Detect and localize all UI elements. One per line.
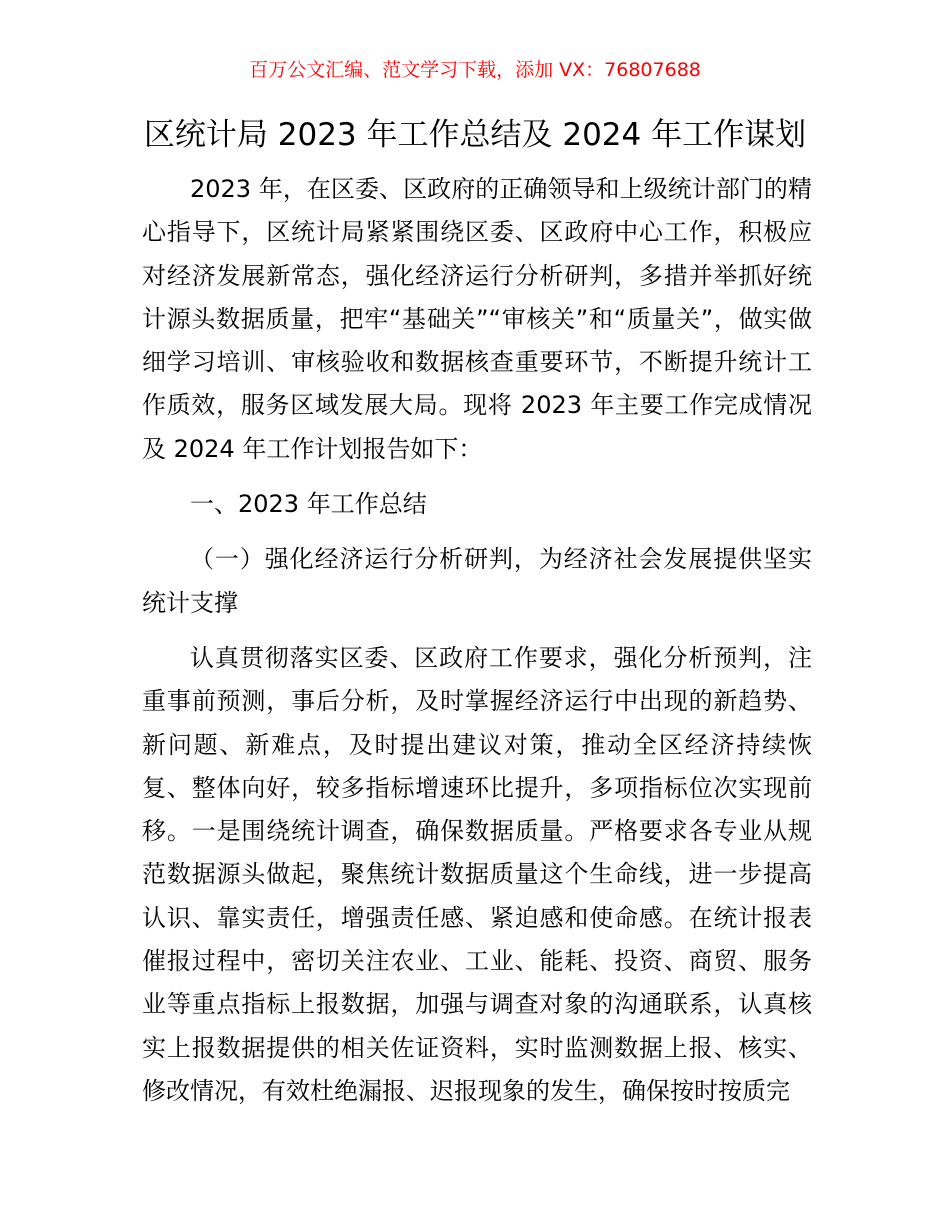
- intro-paragraph: 2023 年，在区委、区政府的正确领导和上级统计部门的精心指导下，区统计局紧紧围绕区委、区政府中心工作，积极应对经济发展新常态，强化经济运行分析研判，多措并举抓好统计源头数据质量，把牢“基础关”“审核关”和“质量关”，做实做细学习培训、审核验收和数据核查重要环节，不断提升统计工作质效，服务区域发展大局。现将 2023 年主要工作完成情况及 2024 年工作计划报告如下：: [142, 175, 812, 463]
- body-paragraph: 认真贯彻落实区委、区政府工作要求，强化分析预判，注重事前预测，事后分析，及时掌握经济运行中出现的新趋势、新问题、新难点，及时提出建议对策，推动全区经济持续恢复、整体向好，较多指标增速环比提升，多项指标位次实现前移。一是围绕统计调查，确保数据质量。严格要求各专业从规范数据源头做起，聚焦统计数据质量这个生命线，进一步提高认识、靠实责任，增强责任感、紧迫感和使命感。在统计报表催报过程中，密切关注农业、工业、能耗、投资、商贸、服务业等重点指标上报数据，加强与调查对象的沟通联系，认真核实上报数据提供的相关佐证资料，实时监测数据上报、核实、修改情况，有效杜绝漏报、迟报现象的发生，确保按时按质完: [142, 643, 812, 1105]
- header-notice: 百万公文汇编、范文学习下载，添加 VX：76807688: [249, 59, 701, 81]
- document-body: [142, 168, 812, 1113]
- document-title: 区统计局 2023 年工作总结及 2024 年工作谋划: [143, 117, 807, 153]
- section-heading: 一、2023 年工作总结: [190, 490, 427, 519]
- sub-heading: （一）强化经济运行分析研判，为经济社会发展提供坚实统计支撑: [142, 545, 812, 617]
